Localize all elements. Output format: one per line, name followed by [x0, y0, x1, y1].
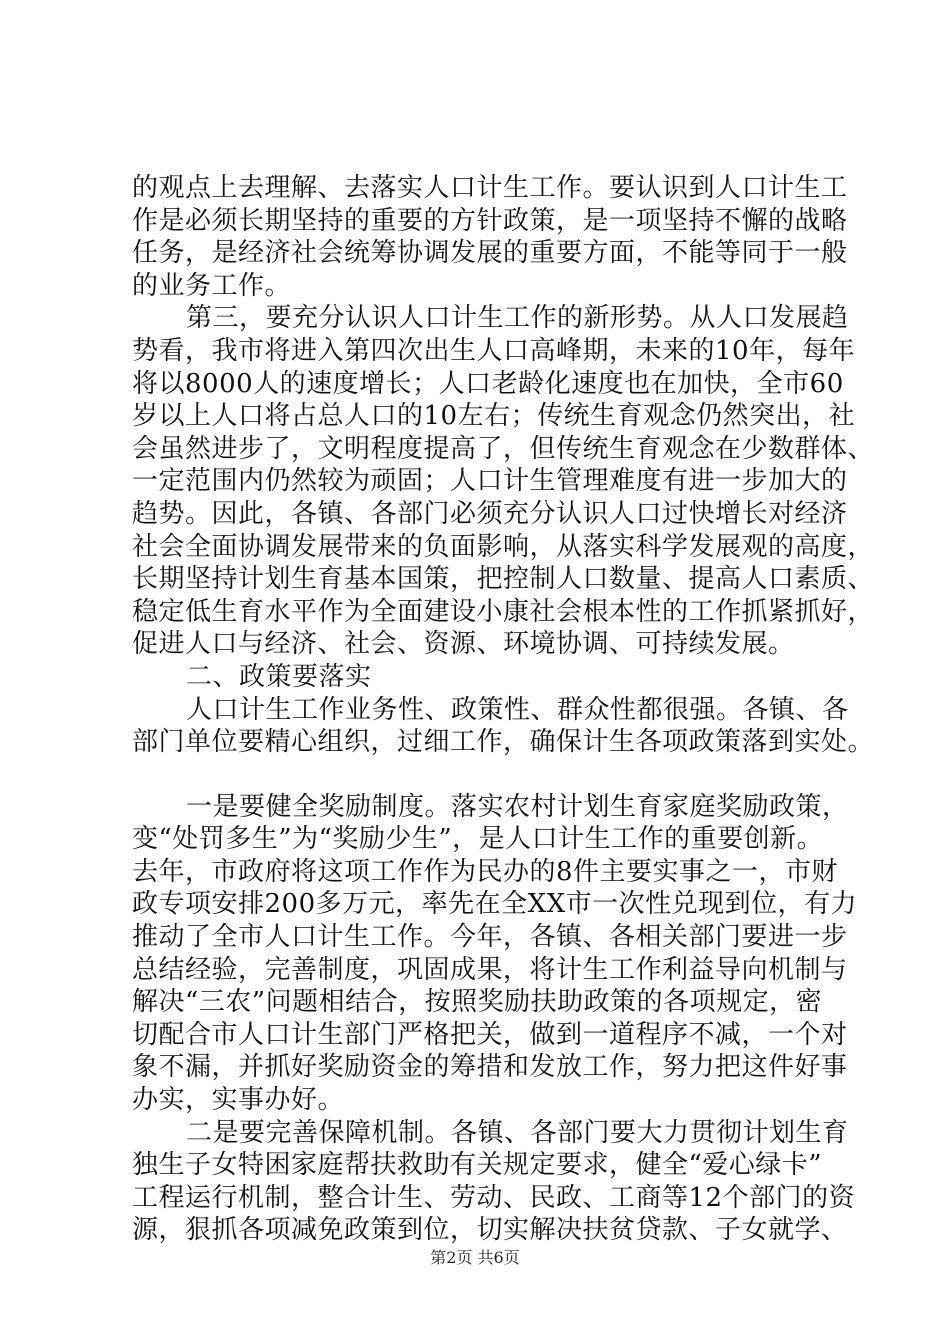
text-line: 势看，我市将进入第四次出生人口高峰期，未来的10年，每年 [132, 335, 856, 366]
text-line: 长期坚持计划生育基本国策，把控制人口数量、提高人口素质、 [132, 564, 875, 595]
text-line: 一定范围内仍然较为顽固；人口计生管理难度有进一步加大的 [132, 466, 848, 497]
text-line: 源，狠抓各项减免政策到位，切实解决扶贫贷款、子女就学、 [132, 1215, 848, 1246]
text-line: 岁以上人口将占总人口的10左右；传统生育观念仍然突出，社 [132, 401, 856, 432]
text-line: 推动了全市人口计生工作。今年，各镇、各相关部门要进一步 [132, 922, 848, 953]
paragraph-start-line: 第三，要充分认识人口计生工作的新形势。从人口发展趋 [186, 303, 849, 334]
text-line: 社会全面协调发展带来的负面影响，从落实科学发展观的高度， [132, 531, 875, 562]
text-line: 趋势。因此，各镇、各部门必须充分认识人口过快增长对经济 [132, 498, 848, 529]
page-number-footer: 第2页 共6页 [430, 1248, 520, 1267]
section-heading: 二、政策要落实 [186, 661, 372, 692]
text-line: 的观点上去理解、去落实人口计生工作。要认识到人口计生工 [132, 173, 848, 203]
text-line: 促进人口与经济、社会、资源、环境协调、可持续发展。 [132, 629, 795, 660]
paragraph-start-line: 人口计生工作业务性、政策性、群众性都很强。各镇、各 [186, 694, 849, 725]
text-line: 任务，是经济社会统筹协调发展的重要方面，不能等同于一般 [132, 238, 848, 269]
text-line: 会虽然进步了，文明程度提高了，但传统生育观念在少数群体、 [132, 433, 875, 464]
text-line: 象不漏，并抓好奖励资金的筹措和发放工作，努力把这件好事 [132, 1052, 848, 1083]
text-line: 独生子女特困家庭帮扶救助有关规定要求，健全“爱心绿卡” [132, 1150, 823, 1181]
text-line: 作是必须长期坚持的重要的方针政策，是一项坚持不懈的战略 [132, 205, 848, 236]
text-line: 总结经验，完善制度，巩固成果，将计生工作利益导向机制与 [132, 954, 848, 985]
text-line: 工程运行机制，整合计生、劳动、民政、工商等12个部门的资 [132, 1182, 856, 1213]
text-line: 办实，实事办好。 [132, 1085, 345, 1116]
text-line: 将以8000人的速度增长；人口老龄化速度也在加快，全市60 [132, 368, 844, 399]
text-line: 的业务工作。 [132, 270, 292, 301]
paragraph-start-line: 一是要健全奖励制度。落实农村计划生育家庭奖励政策， [186, 791, 849, 822]
text-line: 切配合市人口计生部门严格把关，做到一道程序不减，一个对 [132, 1019, 848, 1050]
paragraph-start-line: 二是要完善保障机制。各镇、各部门要大力贯彻计划生育 [186, 1117, 849, 1148]
paragraph-gap [132, 759, 832, 791]
document-body [132, 172, 875, 1247]
text-line: 政专项安排200多万元，率先在全XX市一次性兑现到位，有力 [132, 889, 858, 920]
text-line: 稳定低生育水平作为全面建设小康社会根本性的工作抓紧抓好， [132, 596, 875, 627]
text-line: 变“处罚多生”为“奖励少生”，是人口计生工作的重要创新。 [132, 824, 824, 855]
text-line: 解决“三农”问题相结合，按照奖励扶助政策的各项规定，密 [132, 987, 823, 1018]
text-line: 去年，市政府将这项工作作为民办的8件主要实事之一，市财 [132, 856, 839, 887]
text-line: 部门单位要精心组织，过细工作，确保计生各项政策落到实处。 [132, 727, 875, 758]
